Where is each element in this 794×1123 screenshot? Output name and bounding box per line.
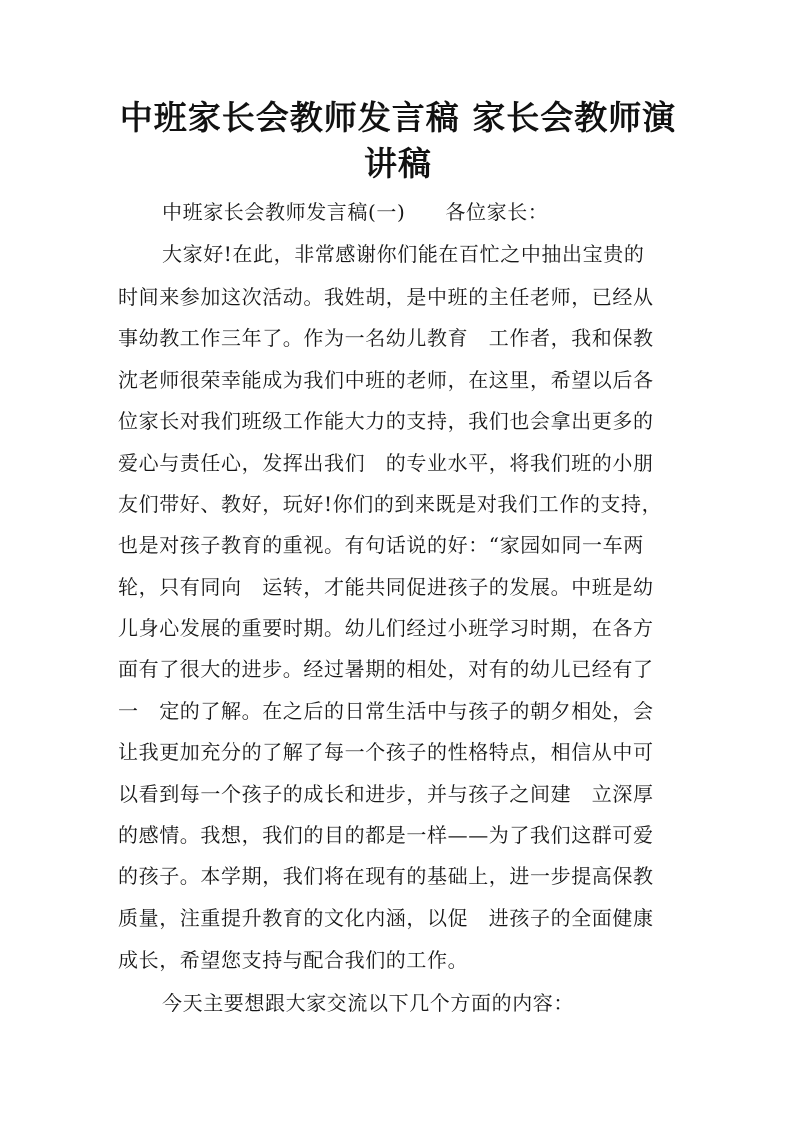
body-line: 时间来参加这次活动。我姓胡，是中班的主任老师，已经从	[118, 285, 654, 309]
subtitle: 中班家长会教师发言稿(一)	[162, 200, 406, 224]
document-title	[118, 95, 678, 187]
body-line: 爱心与责任心，发挥出我们 的专业水平，将我们班的小朋	[118, 451, 654, 475]
greeting: 各位家长：	[445, 200, 549, 224]
body-line: 沈老师很荣幸能成为我们中班的老师，在这里，希望以后各	[118, 368, 654, 392]
subtitle-line	[162, 198, 678, 226]
body-line: 事幼教工作三年了。作为一名幼儿教育 工作者，我和保教	[118, 326, 654, 350]
body-line: 的感情。我想，我们的目的都是一样——为了我们这群可爱	[118, 823, 654, 847]
title-line-2: 讲稿	[364, 144, 432, 183]
title-line-1: 中班家长会教师发言稿 家长会教师演	[119, 98, 677, 137]
body-line: 大家好!在此，非常感谢你们能在百忙之中抽出宝贵的	[162, 242, 645, 266]
body-line: 成长，希望您支持与配合我们的工作。	[118, 948, 469, 972]
body-line: 友们带好、教好，玩好!你们的到来既是对我们工作的支持，	[118, 492, 663, 516]
body-line: 面有了很大的进步。经过暑期的相处，对有的幼儿已经有了	[118, 657, 654, 681]
body-line: 让我更加充分的了解了每一个孩子的性格特点，相信从中可	[118, 740, 654, 764]
body-line: 的孩子。本学期，我们将在现有的基础上，进一步提高保教	[118, 864, 654, 888]
body-line: 以看到每一个孩子的成长和进步，并与孩子之间建 立深厚	[118, 782, 654, 806]
body-line: 也是对孩子教育的重视。有句话说的好：“家园如同一车两	[118, 533, 644, 557]
paragraph-2: 今天主要想跟大家交流以下几个方面的内容：	[162, 991, 574, 1015]
body-line: 质量，注重提升教育的文化内涵，以促 进孩子的全面健康	[118, 906, 654, 930]
body-line: 一 定的了解。在之后的日常生活中与孩子的朝夕相处，会	[118, 699, 654, 723]
body-line: 轮，只有同向 运转，才能共同促进孩子的发展。中班是幼	[118, 575, 654, 599]
body-line: 儿身心发展的重要时期。幼儿们经过小班学习时期，在各方	[118, 616, 654, 640]
body-line: 位家长对我们班级工作能大力的支持，我们也会拿出更多的	[118, 409, 654, 433]
